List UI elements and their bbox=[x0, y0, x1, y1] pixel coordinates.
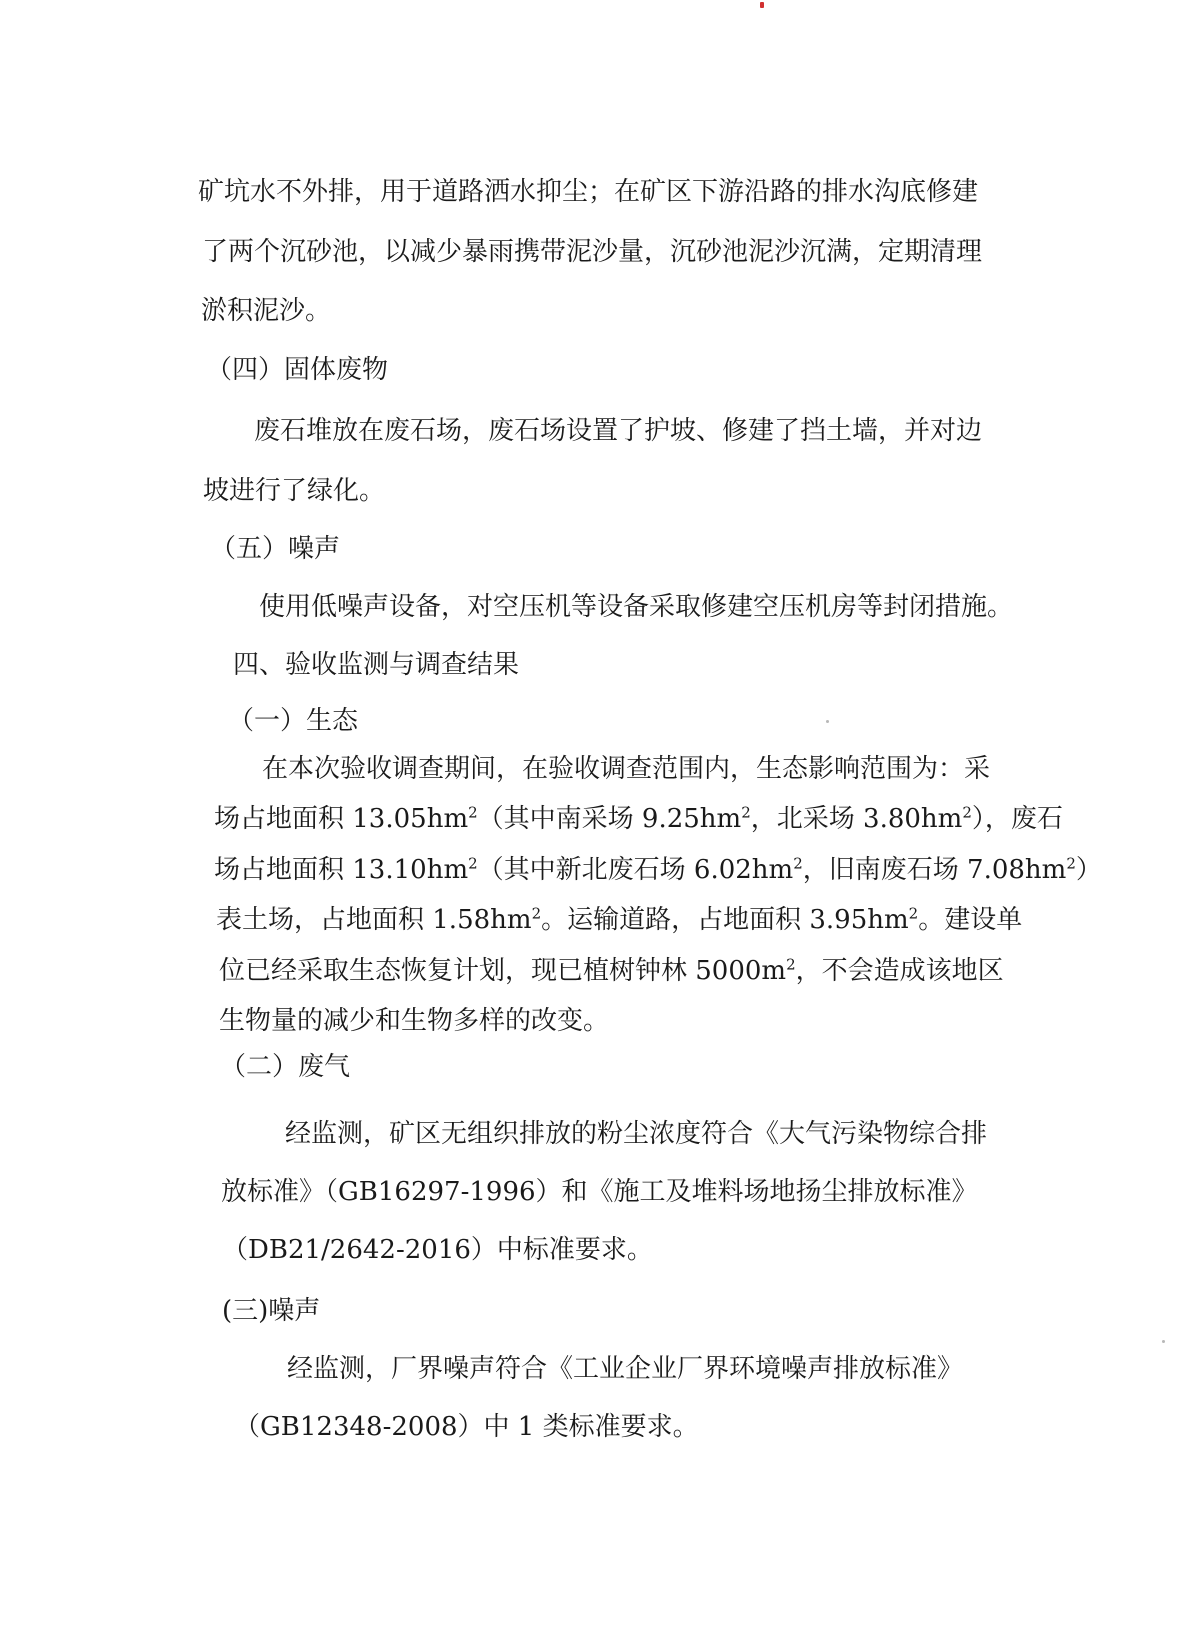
text-line bbox=[262, 752, 990, 786]
superscript: 2 bbox=[786, 955, 796, 974]
text-segment: （DB21/2642-2016）中标准要求。 bbox=[222, 1235, 653, 1265]
text-line bbox=[219, 1004, 609, 1038]
text-line bbox=[234, 1410, 699, 1444]
text-line bbox=[222, 1233, 653, 1267]
text-segment: 表土场，占地面积 1.58hm bbox=[216, 905, 532, 935]
text-line bbox=[259, 590, 1013, 624]
text-segment: (三)噪声 bbox=[222, 1296, 321, 1326]
text-line bbox=[216, 903, 1022, 937]
text-segment: ），废石 bbox=[971, 804, 1063, 834]
text-segment: （其中南采场 9.25hm bbox=[477, 804, 742, 834]
chapter-heading bbox=[233, 648, 519, 682]
text-segment: 坡进行了绿化。 bbox=[203, 476, 386, 506]
text-segment: ，不会造成该地区 bbox=[795, 956, 1004, 986]
text-segment: ） bbox=[1075, 855, 1102, 885]
text-segment: 了两个沉砂池，以减少暴雨携带泥沙量，沉砂池泥沙沉满，定期清理 bbox=[202, 237, 983, 267]
text-line bbox=[221, 1175, 978, 1209]
scan-speck bbox=[826, 720, 829, 723]
text-segment: （二）废气 bbox=[220, 1052, 351, 1082]
text-segment: （其中新北废石场 6.02hm bbox=[477, 855, 794, 885]
superscript: 2 bbox=[741, 803, 751, 822]
text-segment: 位已经采取生态恢复计划，现已植树钟林 5000m bbox=[219, 956, 787, 986]
text-segment: 经监测，矿区无组织排放的粉尘浓度符合《大气污染物综合排 bbox=[285, 1119, 988, 1149]
section-heading bbox=[206, 353, 388, 387]
superscript: 2 bbox=[793, 854, 803, 873]
text-line bbox=[214, 802, 1063, 836]
text-segment: ，北采场 3.80hm bbox=[750, 804, 963, 834]
text-segment: （GB12348-2008）中 1 类标准要求。 bbox=[234, 1412, 699, 1442]
superscript: 2 bbox=[908, 904, 919, 923]
text-segment: 生物量的减少和生物多样的改变。 bbox=[219, 1006, 610, 1036]
text-line bbox=[203, 474, 385, 508]
text-segment: 场占地面积 13.10hm bbox=[214, 855, 469, 885]
text-segment: 四、验收监测与调查结果 bbox=[233, 650, 520, 680]
text-segment: （一）生态 bbox=[228, 706, 359, 736]
text-line bbox=[214, 853, 1102, 887]
text-line bbox=[198, 175, 978, 209]
text-segment: 放标准》（GB16297-1996）和《施工及堆料场地扬尘排放标准》 bbox=[221, 1177, 978, 1207]
scan-speck bbox=[1162, 1340, 1165, 1343]
text-segment: 。建设单 bbox=[918, 905, 1023, 935]
text-segment: （五）噪声 bbox=[210, 534, 341, 564]
superscript: 2 bbox=[468, 854, 478, 873]
section-heading bbox=[228, 704, 358, 738]
superscript: 2 bbox=[962, 803, 972, 822]
superscript: 2 bbox=[531, 904, 542, 923]
text-segment: 淤积泥沙。 bbox=[201, 296, 332, 326]
text-segment: ，旧南废石场 7.08hm bbox=[802, 855, 1067, 885]
section-heading bbox=[220, 1050, 350, 1084]
text-line bbox=[219, 954, 1004, 988]
section-heading bbox=[210, 532, 340, 566]
text-segment: 场占地面积 13.05hm bbox=[214, 804, 469, 834]
text-segment: 。运输道路，占地面积 3.95hm bbox=[541, 905, 909, 935]
text-line bbox=[202, 235, 982, 269]
superscript: 2 bbox=[1066, 854, 1076, 873]
text-line bbox=[287, 1352, 963, 1386]
text-segment: （四）固体废物 bbox=[206, 355, 389, 385]
text-line bbox=[285, 1117, 987, 1151]
section-heading bbox=[222, 1294, 320, 1328]
text-segment: 矿坑水不外排，用于道路洒水抑尘；在矿区下游沿路的排水沟底修建 bbox=[198, 177, 979, 207]
text-segment: 在本次验收调查期间，在验收调查范围内，生态影响范围为：采 bbox=[262, 754, 991, 784]
text-line bbox=[254, 414, 982, 448]
text-segment: 经监测，厂界噪声符合《工业企业厂界环境噪声排放标准》 bbox=[287, 1354, 964, 1384]
superscript: 2 bbox=[468, 803, 478, 822]
text-line bbox=[201, 294, 331, 328]
text-segment: 废石堆放在废石场，废石场设置了护坡、修建了挡土墙，并对边 bbox=[254, 416, 983, 446]
text-segment: 使用低噪声设备，对空压机等设备采取修建空压机房等封闭措施。 bbox=[259, 592, 1014, 622]
scan-speck bbox=[760, 2, 764, 8]
